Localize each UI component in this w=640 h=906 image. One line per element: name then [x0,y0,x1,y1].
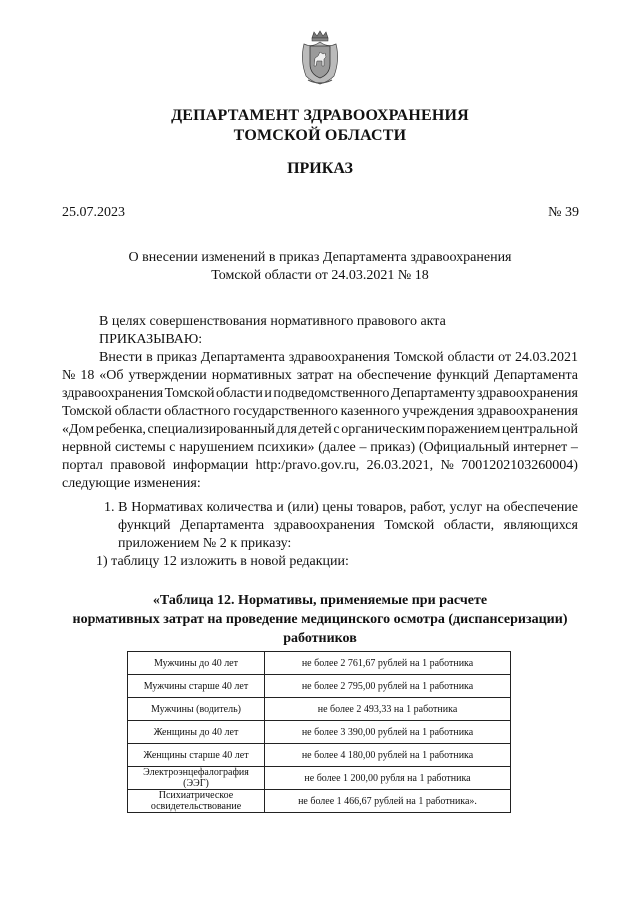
document-subject [0,249,640,285]
table-row [128,767,511,790]
body-line [62,457,578,475]
word: цены [322,500,354,515]
word: следующие [62,476,131,491]
word: к [230,536,238,551]
word: функций [436,368,489,383]
body-line [62,439,578,457]
category-cell: Электроэнцефалография (ЭЭГ) [128,767,265,790]
document-number: № 39 [548,205,579,220]
word: нервной [62,440,112,455]
word: здравоохранения [476,386,578,401]
word: областного [164,404,231,419]
word: области [216,386,263,401]
word: Департамента [180,518,265,533]
document-type: ПРИКАЗ [287,160,353,177]
word: Внести [99,350,143,365]
word: обеспечение [503,500,578,515]
word: здравоохранения [288,350,390,365]
word: товаров, [356,500,407,515]
table-row [128,790,511,813]
word: (или) [287,500,319,515]
word: интернет [513,440,568,455]
sub-item-1: 1) таблицу 12 изложить в новой редакции: [96,554,349,569]
item-1-line-3 [104,535,578,553]
body-line [62,421,578,439]
word: приложением [118,536,200,551]
word: Департамента [200,350,285,365]
word: и [276,500,284,515]
word: – [570,440,578,455]
word: обеспечение [357,368,432,383]
word: центральной [501,422,578,437]
word: 18 [80,368,95,383]
word: являющихся [503,518,578,533]
table-title-line-1: «Таблица 12. Нормативы, применяемые при расчете [152,593,488,608]
category-cell: Женщины до 40 лет [128,721,265,744]
word: 1. [104,500,115,515]
word: нормативных [211,368,292,383]
subject-line-1: О внесении изменений в приказ Департамента здравоохранения [128,250,512,265]
word: для [276,422,297,437]
category-cell: Женщины старше 40 лет [128,744,265,767]
subject-line-2: Томской области от 24.03.2021 № 18 [211,268,429,283]
word: с [169,440,176,455]
body-line [62,475,578,493]
word: портал [62,458,103,473]
word: изменения: [133,476,201,491]
norm-cell: не более 2 493,33 на 1 работника [265,698,511,721]
table-title [0,591,640,648]
word: № [440,458,454,473]
word: органическим [341,422,426,437]
word: № [62,368,76,383]
word: области [114,404,162,419]
word: приказ) [370,440,416,455]
table-title-line-3: работников [283,631,357,646]
word: – [359,440,367,455]
table-row [128,698,511,721]
word: № [202,536,217,551]
word: В [118,500,128,515]
item-1-line-1 [104,499,578,517]
word: работ, [410,500,446,515]
word: (далее [318,440,356,455]
norm-cell: не более 1 200,00 рубля на 1 работника [265,767,511,790]
norms-table [127,651,511,813]
word: информации [172,458,249,473]
word: в [146,350,153,365]
word: ребенка, [95,422,146,437]
category-cell: Мужчины старше 40 лет [128,675,265,698]
word: здравоохранения [62,386,164,401]
word: специализированный [147,422,275,437]
word: области [447,350,495,365]
coat-of-arms-icon [298,30,342,86]
word: психики» [257,440,315,455]
body-line [62,349,578,367]
word: здравоохранения [476,404,578,419]
word: (Официальный [418,440,510,455]
word: приказ [156,350,197,365]
word: и [264,386,272,401]
item-1 [104,499,578,553]
word: учреждения [402,404,475,419]
table-title-line-2: нормативных затрат на проведение медицинского осмотра (диспансеризации) [72,612,568,627]
word: утверждении [128,368,207,383]
category-cell: Мужчины до 40 лет [128,652,265,675]
word: 24.03.2021 [514,350,578,365]
document-date: 25.07.2023 [62,205,125,220]
word: приказу: [240,536,292,551]
norm-cell: не более 4 180,00 рублей на 1 работника [265,744,511,767]
body-line [62,367,578,385]
word: «Об [99,368,124,383]
department-name [0,106,640,146]
word: на [486,500,500,515]
intro-paragraph: В целях совершенствования нормативного правового акта [99,314,446,329]
norm-cell: не более 2 795,00 рублей на 1 работника [265,675,511,698]
word: 7001202103260004) [461,458,578,473]
word: нарушением [179,440,254,455]
word: Департамента [493,368,578,383]
word: системы [115,440,166,455]
department-line-2: ТОМСКОЙ ОБЛАСТИ [233,127,407,144]
category-cell: Психиатрическое освидетельствование [128,790,265,813]
body-line [62,403,578,421]
word: здравоохранения [273,518,375,533]
word: поражением [426,422,501,437]
word: Департаменту [390,386,476,401]
table-row [128,652,511,675]
order-word: ПРИКАЗЫВАЮ: [99,332,203,347]
word: услуг [449,500,483,515]
word: правовой [110,458,166,473]
word: подведомственного [273,386,390,401]
word: на [338,368,353,383]
word: с [333,422,340,437]
word: области, [443,518,495,533]
table-row [128,744,511,767]
norm-cell: не более 2 761,67 рублей на 1 работника [265,652,511,675]
table-row [128,675,511,698]
word: Томской [384,518,435,533]
word: 26.03.2021, [366,458,434,473]
word: детей [298,422,332,437]
table-row [128,721,511,744]
word: Томской [393,350,444,365]
norm-cell: не более 3 390,00 рублей на 1 работника [265,721,511,744]
department-line-1: ДЕПАРТАМЕНТ ЗДРАВООХРАНЕНИЯ [171,107,469,124]
word: http:/pravo.gov.ru, [255,458,360,473]
category-cell: Мужчины (водитель) [128,698,265,721]
word: Томской [164,386,215,401]
word: от [498,350,512,365]
item-1-line-2 [104,517,578,535]
word: «Дом [62,422,95,437]
word: затрат [296,368,334,383]
word: казенного [340,404,400,419]
word: Томской [62,404,112,419]
norm-cell: не более 1 466,67 рублей на 1 работника». [265,790,511,813]
amendment-paragraph [62,349,578,493]
body-line [62,385,578,403]
word: количества [206,500,273,515]
word: функций [118,518,171,533]
word: государственного [233,404,338,419]
word: 2 [219,536,227,551]
word: Нормативах [131,500,203,515]
